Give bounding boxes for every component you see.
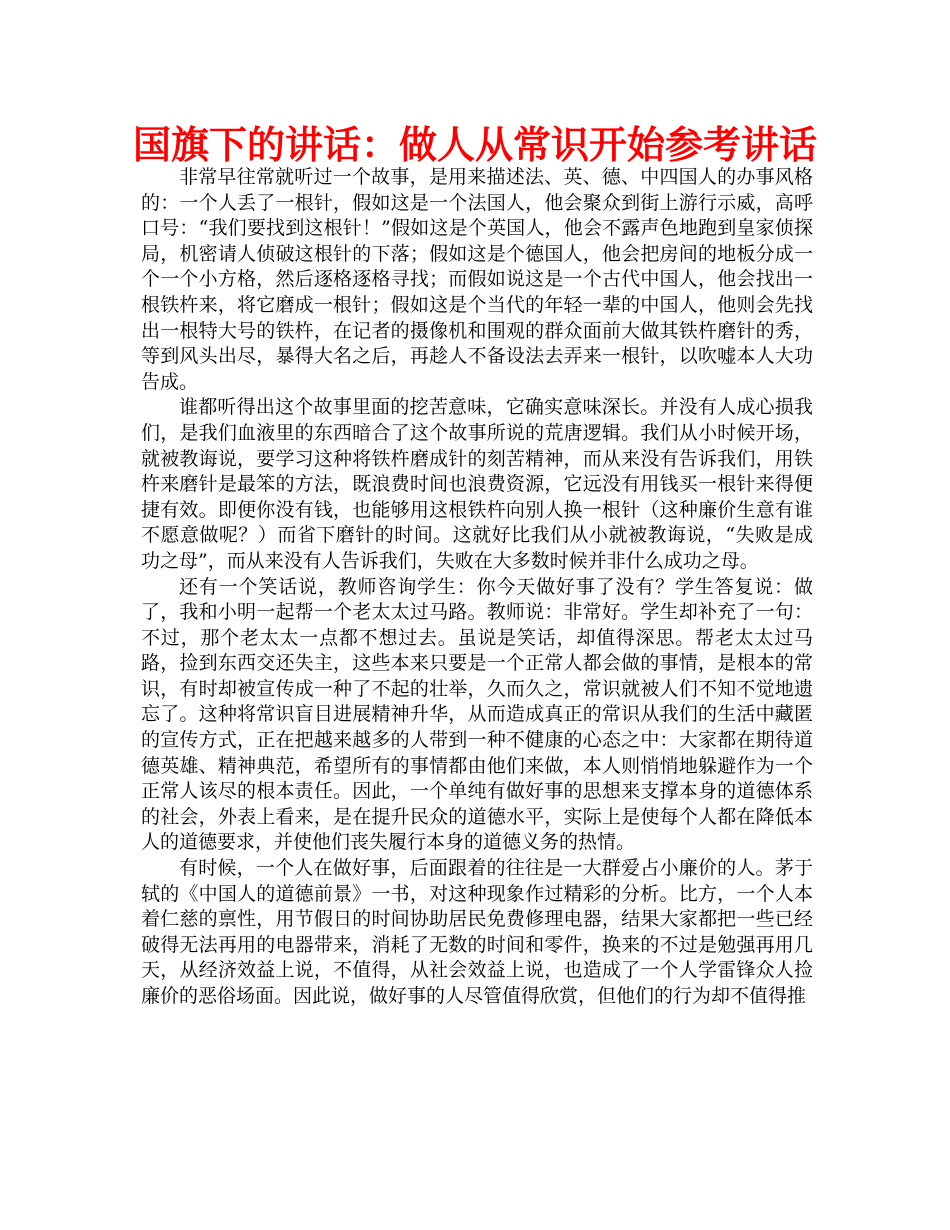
paragraph: 谁都听得出这个故事里面的挖苦意味，它确实意味深长。并没有人成心损我们，是我们血液里的东西暗合了这个故事所说的荒唐逻辑。我们从小时候开场，就被教诲说，要学习这种将铁杵磨成针的刻苦精神，而从来没有告诉我们，用铁杵来磨针是最笨的方法，既浪费时间也浪费资源，它远没有用钱买一根针来得便捷有效。即便你没有钱，也能够用这根铁杵向别人换一根针（这种廉价生意有谁不愿意做呢？）而省下磨针的时间。这就好比我们从小就被教诲说，“失败是成功之母”，而从来没有人告诉我们，失败在大多数时候并非什么成功之母。	[141, 396, 813, 572]
paragraph: 有时候，一个人在做好事，后面跟着的往往是一大群爱占小廉价的人。茅于轼的《中国人的道德前景》一书，对这种现象作过精彩的分析。比方，一个人本着仁慈的禀性，用节假日的时间协助居民免费修理电器，结果大家都把一些已经破得无法再用的电器带来，消耗了无数的时间和零件，换来的不过是勉强再用几天，从经济效益上说，不值得，从社会效益上说，也造成了一个人学雷锋众人捡廉价的恶俗场面。因此说，做好事的人尽管值得欣赏，但他们的行为却不值得推	[141, 857, 813, 1007]
paragraph: 非常早往常就听过一个故事，是用来描述法、英、德、中四国人的办事风格的：一个人丢了一根针，假如这是一个法国人，他会聚众到街上游行示威，高呼口号：“我们要找到这根针！”假如这是个英国人，他会不露声色地跑到皇家侦探局，机密请人侦破这根针的下落；假如这是个德国人，他会把房间的地板分成一个一个小方格，然后逐格逐格寻找；而假如说这是一个古代中国人，他会找出一根铁杵来，将它磨成一根针；假如这是个当代的年轻一辈的中国人，他则会先找出一根特大号的铁杵，在记者的摄像机和围观的群众面前大做其铁杵磨针的秀，等到风头出尽，暴得大名之后，再趁人不备设法去弄来一根针，以吹嘘本人大功告成。	[141, 166, 813, 393]
document-body	[141, 165, 813, 1010]
document-title: 国旗下的讲话：做人从常识开始参考讲话	[132, 123, 817, 167]
paragraph: 还有一个笑话说，教师咨询学生：你今天做好事了没有？学生答复说：做了，我和小明一起帮一个老太太过马路。教师说：非常好。学生却补充了一句：不过，那个老太太一点都不想过去。虽说是笑话，却值得深思。帮老太太过马路，捡到东西交还失主，这些本来只要是一个正常人都会做的事情，是根本的常识，有时却被宣传成一种了不起的壮举，久而久之，常识就被人们不知不觉地遗忘了。这种将常识盲目进展精神升华，从而造成真正的常识从我们的生活中藏匿的宣传方式，正在把越来越多的人带到一种不健康的心态之中：大家都在期待道德英雄、精神典范，希望所有的事情都由他们来做，本人则悄悄地躲避作为一个正常人该尽的根本责任。因此，一个单纯有做好事的思想来支撑本身的道德体系的社会，外表上看来，是在提升民众的道德水平，实际上是使每个人都在降低本人的道德要求，并使他们丧失履行本身的道德义务的热情。	[141, 575, 813, 854]
